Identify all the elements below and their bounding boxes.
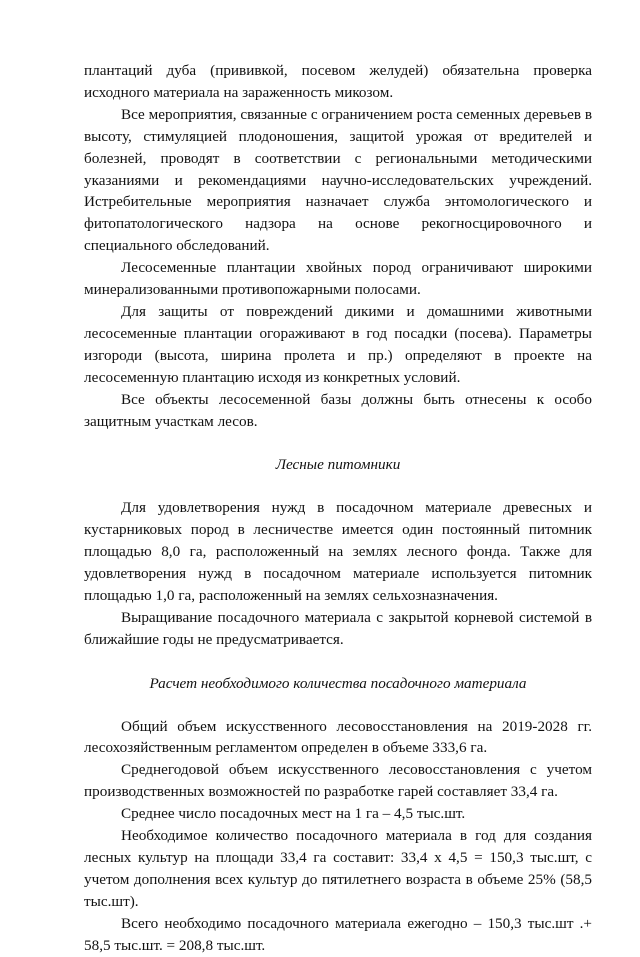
paragraph-oak-plantations: плантаций дуба (прививкой, посевом желудей) обязательна проверка исходного материала на зараженность микозом. bbox=[84, 62, 592, 101]
section-heading-nurseries: Лесные питомники bbox=[275, 456, 401, 474]
document-page bbox=[84, 60, 592, 957]
paragraph-planting-density: Среднее число посадочных мест на 1 га – 4,5 тыс.шт. bbox=[121, 805, 466, 823]
paragraph-closed-root: Выращивание посадочного материала с закрытой корневой системой в ближайшие годы не предусматривается. bbox=[84, 608, 592, 648]
paragraph-protected-areas: Все объекты лесосеменной базы должны быть отнесены к особо защитным участкам лесов. bbox=[84, 390, 592, 430]
paragraph-total-volume: Общий объем искусственного лесовосстановления на 2019-2028 гг. лесохозяйственным регламентом определен в объеме 333,6 га. bbox=[84, 717, 592, 757]
paragraph-fencing: Для защиты от повреждений дикими и домашними животными лесосеменные плантации огораживают в год посадки (посева). Параметры изгороди (высота, ширина пролета и пр.) определяют в проекте на лесосеменную плантацию исходя из конкретных условий. bbox=[84, 302, 592, 386]
paragraph-measures: Все мероприятия, связанные с ограничением роста семенных деревьев в высоту, стимуляцией плодоношения, защитой урожая от вредителей и болезней, проводят в соответствии с региональными методическими указаниями и рекомендациями научно-исследовательских учреждений. Истребительные мероприятия назначает служба энтомологического и фитопатологического надзора на основе рекогносцировочного и специального обследований. bbox=[84, 105, 592, 255]
paragraph-firebreaks: Лесосеменные плантации хвойных пород ограничивают широкими минерализованными противопожарными полосами. bbox=[84, 259, 592, 299]
paragraph-total-required: Всего необходимо посадочного материала ежегодно – 150,3 тыс.шт .+ 58,5 тыс.шт. = 208,8 тыс.шт. bbox=[84, 914, 592, 954]
section-heading-calculation: Расчет необходимого количества посадочного материала bbox=[149, 674, 527, 692]
paragraph-required-amount: Необходимое количество посадочного материала в год для создания лесных культур на площади 33,4 га составит: 33,4 х 4,5 = 150,3 тыс.шт, с учетом дополнения всех культур до пятилетнего возраста в объеме 25% (58,5 тыс.шт). bbox=[84, 827, 592, 910]
paragraph-annual-volume: Среднегодовой объем искусственного лесовосстановления с учетом производственных возможностей по разработке гарей составляет 33,4 га. bbox=[84, 761, 592, 801]
paragraph-nurseries: Для удовлетворения нужд в посадочном материале древесных и кустарниковых пород в лесничестве имеется один постоянный питомник площадью 8,0 га, расположенный на землях лесного фонда. Также для удовлетворения нужд в посадочном материале используется питомник площадью 1,0 га, расположенный на землях сельхозназначения. bbox=[84, 499, 592, 604]
